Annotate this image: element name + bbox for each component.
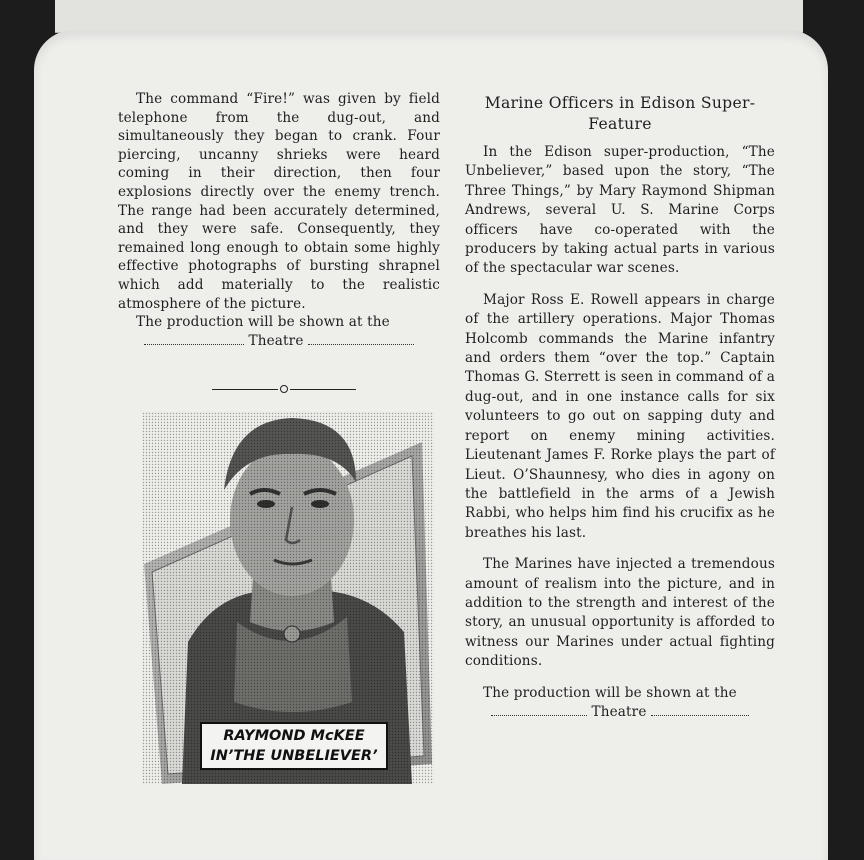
- caption-line-2: IN’THE UNBELIEVER’: [210, 748, 378, 764]
- right-paragraph-realism: The Marines have injected a tremendous amount of realism into the picture, and in addition to the strength and interest of the story, an unusual opportunity is afforded to witness our Marines under actual fighting conditions.: [465, 556, 775, 670]
- blank-dotted-line: [491, 705, 587, 716]
- next-page-edge: [55, 0, 803, 33]
- left-production-line: The production will be shown at the: [136, 314, 390, 331]
- blank-dotted-line: [651, 705, 749, 716]
- photo-caption: [200, 722, 388, 770]
- article-heading: Marine Officers in Edison Super-Feature: [484, 94, 756, 133]
- theatre-word: Theatre: [248, 332, 304, 349]
- right-paragraph-officers: Major Ross E. Rowell appears in charge of the artillery operations. Major Thomas Holcomb commands the Marine infantry and orders them “over the top.” Captain Thomas G. Sterrett is seen in command of a dug-out, and in one instance calls for six volunteers to go out on sapping duty and report on enemy mining activities. Lieutenant James F. Rorke plays the part of Lieut. O’Shaunnesy, who dies in agony on the battlefield in the arms of a Jewish Rabbi, who helps him find his crucifix as he breathes his last.: [465, 291, 775, 541]
- theatre-word: Theatre: [591, 703, 647, 720]
- right-paragraph-intro: In the Edison super-production, “The Unbeliever,” based upon the story, “The Three Things,” by Mary Raymond Shipman Andrews, several U. S. Marine Corps officers have co-operated with the producers by taking actual parts in various of the spectacular war scenes.: [465, 144, 775, 277]
- left-column: [118, 90, 440, 350]
- left-paragraph-shrapnel: The command “Fire!” was given by field telephone from the dug-out, and simultaneously they began to crank. Four piercing, uncanny shrieks were heard coming in their direction, then four explosions directly over the enemy trench. The range had been accurately determined, and they were safe. Consequently, they remained long enough to obtain some highly effective photographs of bursting shrapnel which add materially to the realistic atmosphere of the picture.: [118, 91, 440, 312]
- blank-dotted-line: [144, 334, 244, 345]
- right-theatre-line: [465, 703, 775, 722]
- right-production-line: The production will be shown at the: [483, 684, 737, 701]
- ornamental-divider: [212, 386, 356, 394]
- caption-line-1: RAYMOND McKEE: [223, 728, 365, 744]
- left-theatre-line: [118, 332, 440, 351]
- right-column: [465, 93, 775, 722]
- blank-dotted-line: [308, 334, 414, 345]
